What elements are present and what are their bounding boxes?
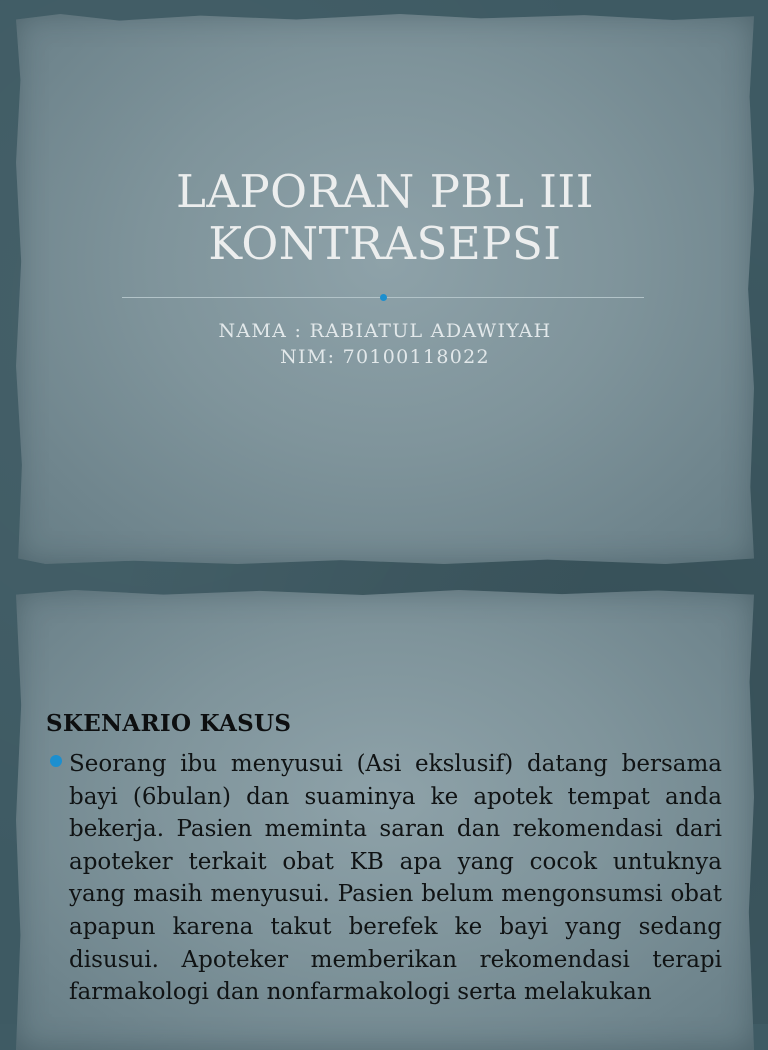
bullet-icon — [50, 755, 62, 767]
section-heading: SKENARIO KASUS — [46, 710, 292, 737]
title-line-2: KONTRASEPSI — [208, 217, 562, 270]
title-line-1: LAPORAN PBL III — [176, 165, 594, 218]
slide-title — [16, 166, 754, 270]
student-name: NAMA : RABIATUL ADAWIYAH — [218, 320, 552, 342]
title-slide — [16, 14, 754, 564]
scenario-paragraph: Seorang ibu menyusui (Asi ekslusif) datang bersama bayi (6bulan) dan suaminya ke apotek tempat anda bekerja. Pasien meminta saran dan rekomendasi dari apoteker terkait obat KB apa yang cocok untuknya yang masih menyusui. Pasien belum mengonsumsi obat apapun karena takut berefek ke bayi yang sedang disusui. Apoteker memberikan rekomendasi terapi farmakologi dan nonfarmakologi serta melakukan — [69, 751, 722, 1006]
student-nim: NIM: 70100118022 — [280, 346, 490, 368]
slide-subtitle — [16, 318, 754, 370]
divider-dot-icon — [380, 294, 387, 301]
